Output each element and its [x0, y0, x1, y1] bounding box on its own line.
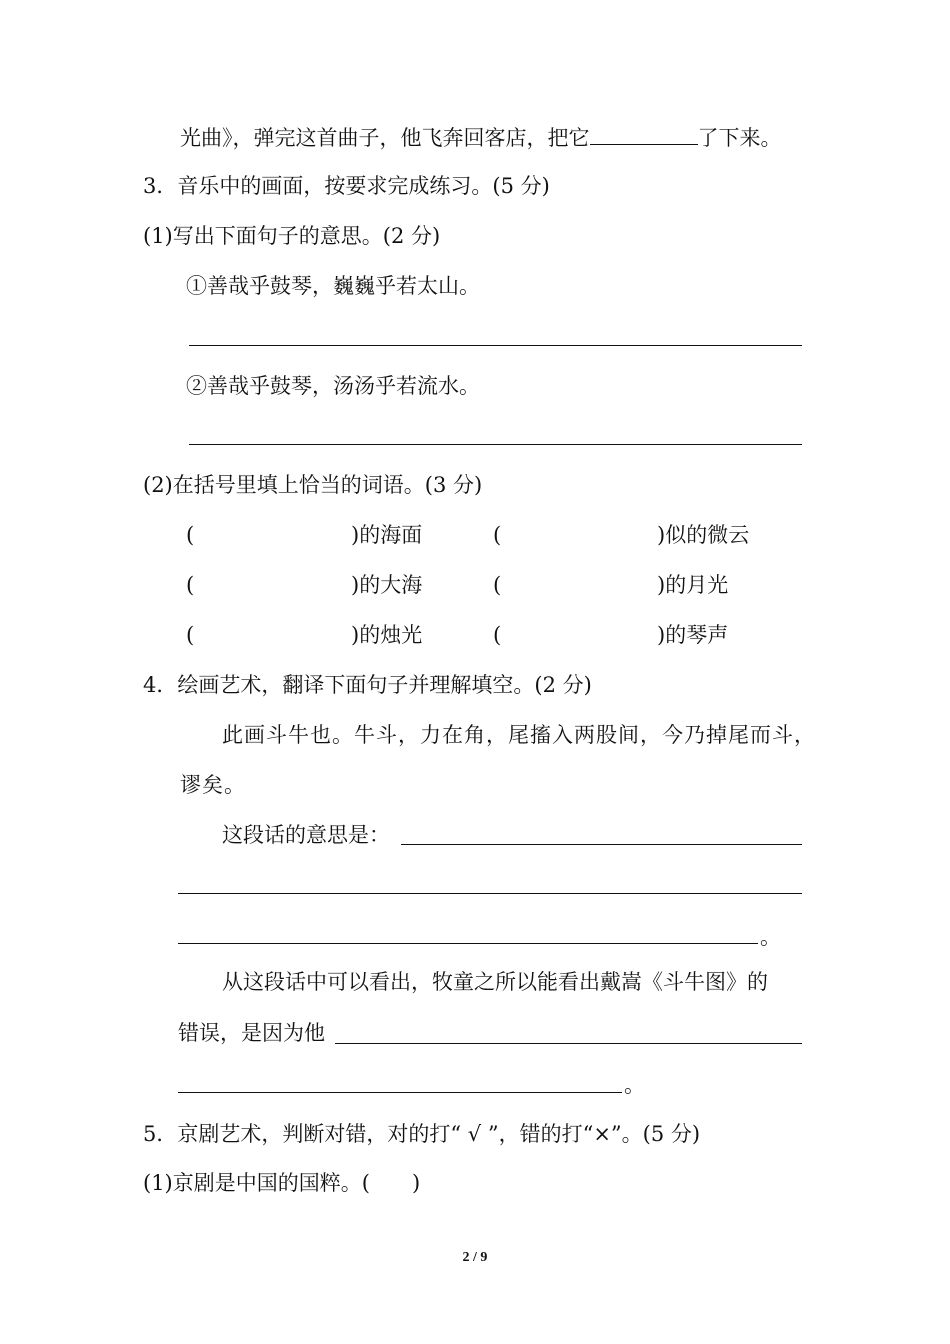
q5-number: 5． [143, 1122, 178, 1146]
paren-open: ( [493, 623, 502, 647]
q4-period-1: 。 [760, 925, 781, 949]
q4-meaning-line-2[interactable] [178, 893, 802, 894]
q5-item-1: (1)京剧是中国的国粹。( ) [143, 1171, 421, 1195]
q5-title: 京剧艺术，判断对错，对的打“ √ ”，错的打“×”。(5 分) [177, 1122, 701, 1146]
q4-number: 4． [143, 673, 178, 697]
q3-heading [143, 172, 550, 200]
q3-answer-line-1[interactable] [189, 345, 802, 346]
q3-title: 音乐中的画面，按要求完成练习。(5 分) [177, 174, 550, 198]
q2-tail-text: 光曲》，弹完这首曲子，他飞奔回客店，把它 [180, 126, 590, 150]
paren-item-5: )的烛光 [351, 623, 423, 647]
q4-period-2: 。 [624, 1073, 645, 1097]
paren-open: ( [186, 573, 195, 597]
paren-item-1: )的海面 [351, 523, 423, 547]
q3-part2-title: (2)在括号里填上恰当的词语。(3 分) [143, 473, 483, 497]
paren-item-4: )的月光 [657, 573, 729, 597]
q4-passage-line-1: 此画斗牛也。牛斗，力在角，尾搐入两股间，今乃掉尾而斗， [222, 723, 816, 747]
page-number: 2 / 9 [462, 1250, 488, 1265]
q2-answer-blank[interactable] [590, 122, 698, 145]
q4-reason-line-1: 从这段话中可以看出，牧童之所以能看出戴嵩《斗牛图》的 [222, 970, 768, 994]
paren-open: ( [186, 523, 195, 547]
q4-reason-line-2: 错误，是因为他 [178, 1021, 325, 1045]
paren-open: ( [493, 573, 502, 597]
q4-passage-line-2: 谬矣。 [180, 773, 246, 797]
q4-reason-answer-line-1[interactable] [335, 1043, 802, 1044]
paren-item-3: )的大海 [351, 573, 423, 597]
q4-meaning-label: 这段话的意思是： [222, 823, 390, 847]
paren-item-2: )似的微云 [657, 523, 750, 547]
q3-number: 3． [143, 174, 178, 198]
q5-heading [143, 1120, 700, 1148]
paren-open: ( [186, 623, 195, 647]
q3-part1-title: (1)写出下面句子的意思。(2 分) [143, 224, 441, 248]
q4-heading [143, 671, 592, 699]
q4-meaning-line-1[interactable] [401, 844, 802, 845]
paren-item-6: )的琴声 [657, 623, 729, 647]
q3-sentence-1: ①善哉乎鼓琴，巍巍乎若太山。 [186, 274, 480, 298]
q4-meaning-line-3[interactable] [178, 943, 758, 944]
q4-reason-answer-line-2[interactable] [178, 1092, 622, 1093]
q3-sentence-2: ②善哉乎鼓琴，汤汤乎若流水。 [186, 374, 480, 398]
q3-answer-line-2[interactable] [189, 444, 802, 445]
q4-title: 绘画艺术，翻译下面句子并理解填空。(2 分) [177, 673, 592, 697]
paren-open: ( [493, 523, 502, 547]
q2-tail-end: 了下来。 [697, 126, 782, 150]
q2-tail-line [180, 122, 782, 152]
